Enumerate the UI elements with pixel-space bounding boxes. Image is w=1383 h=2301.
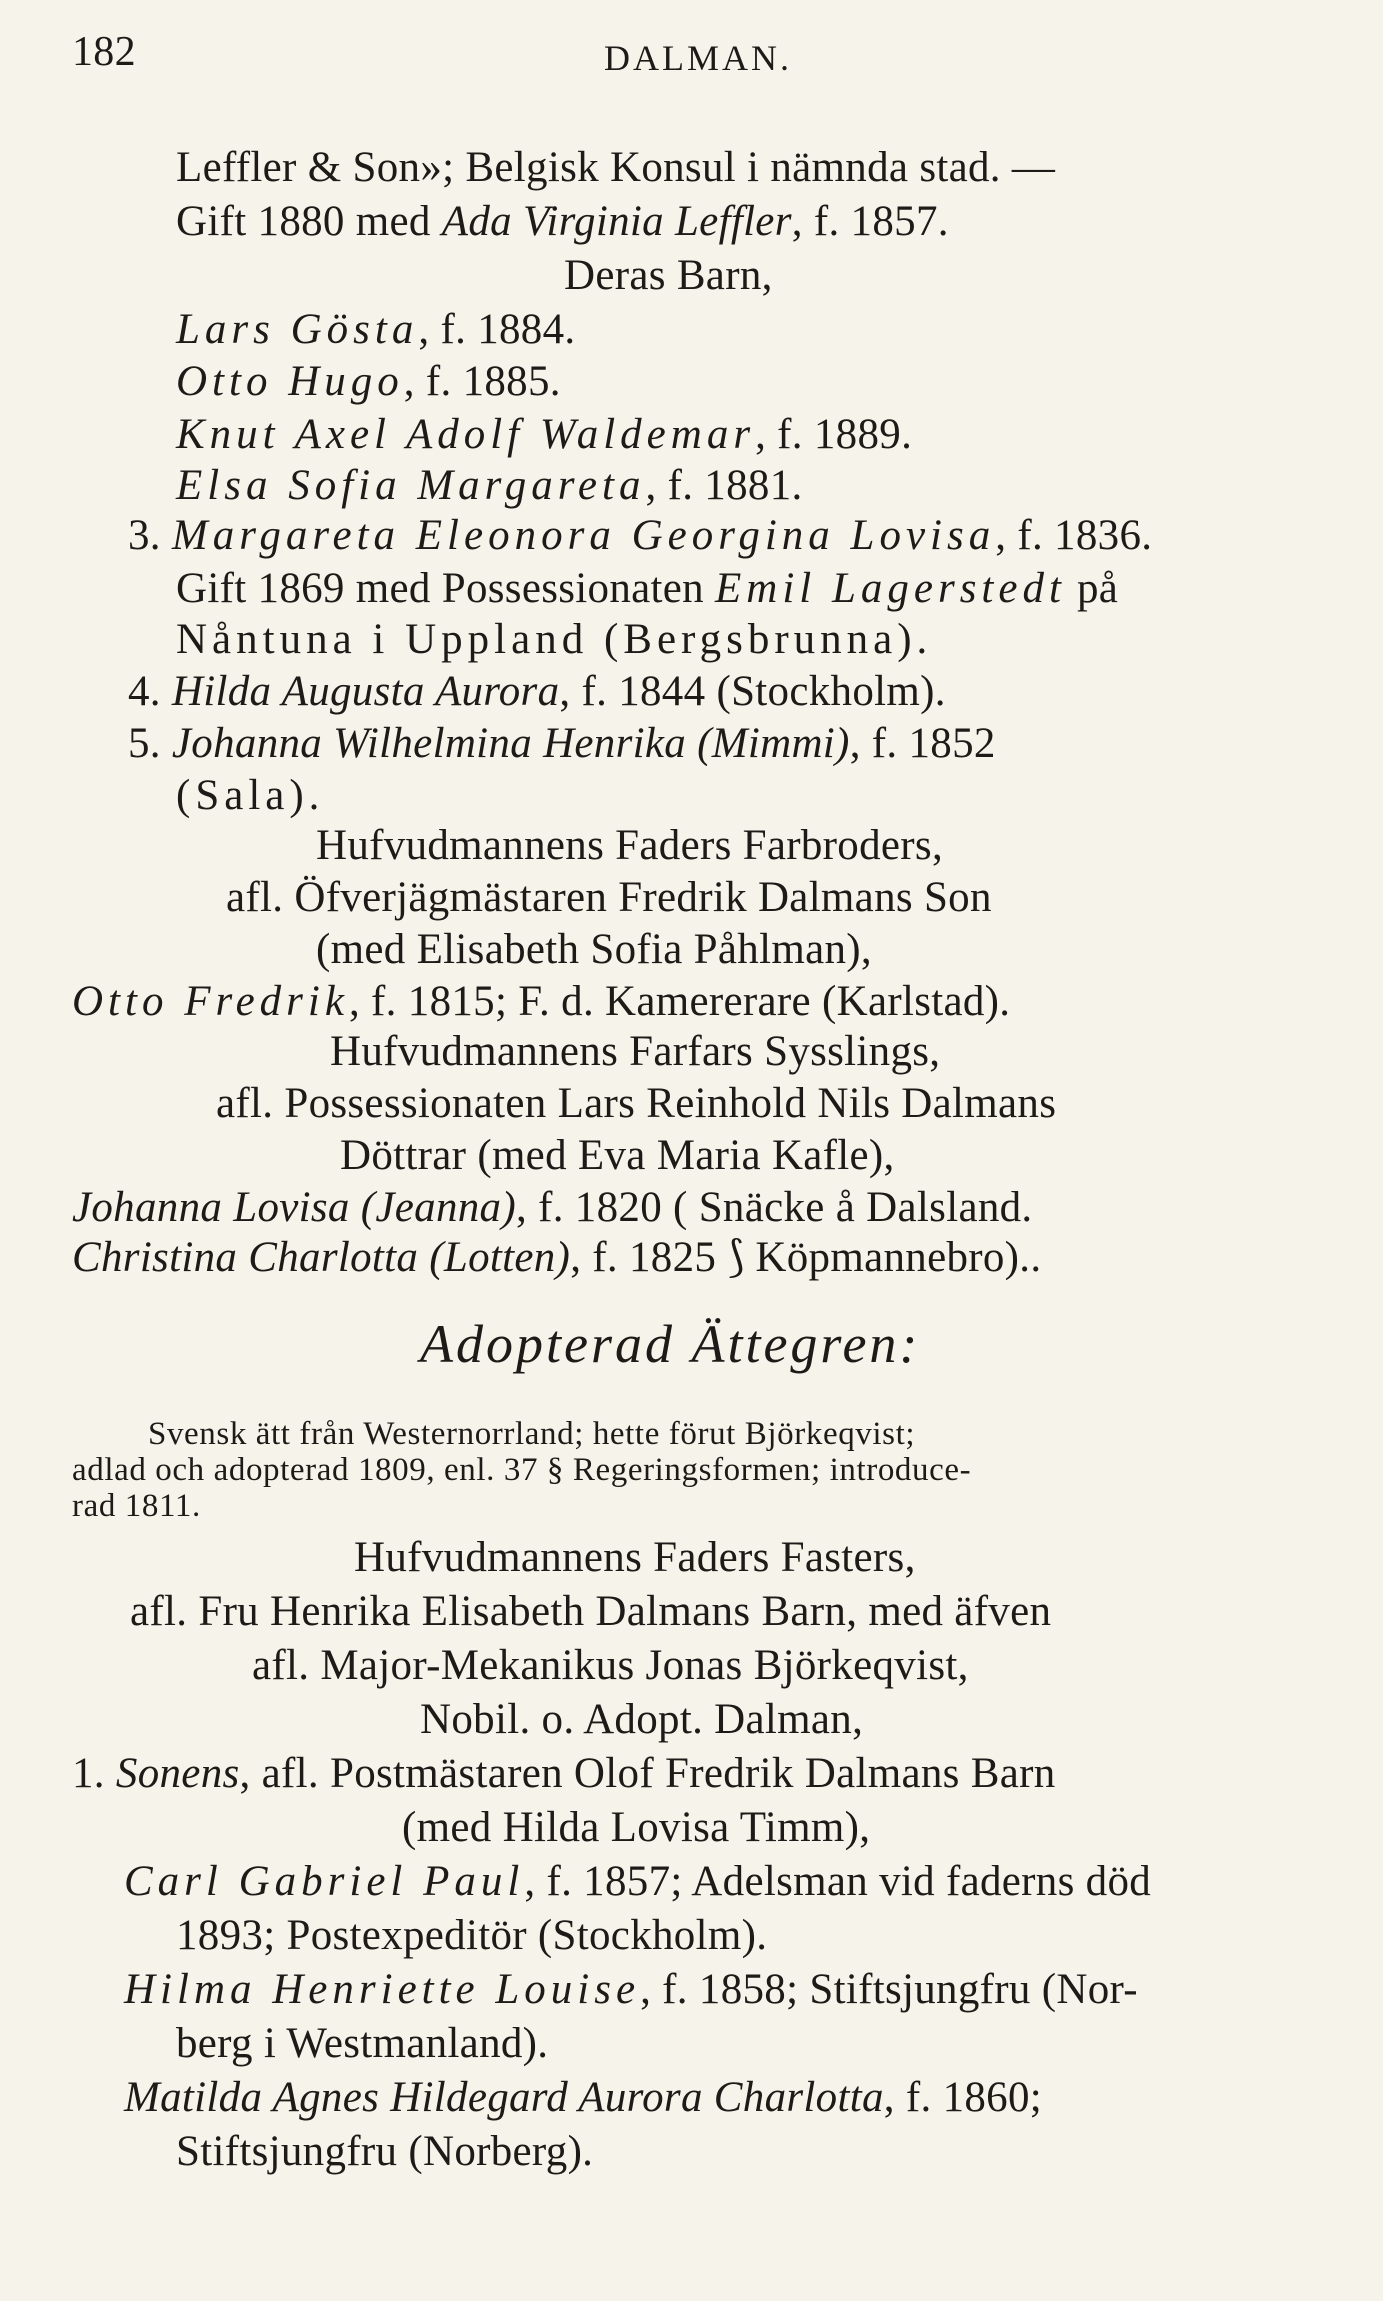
subheading-line: Deras Barn, [564, 252, 773, 299]
person-name: Emil Lagerstedt [715, 565, 1066, 612]
paragraph-line: adlad och adopterad 1809, enl. 37 § Regeringsformen; introduce- [72, 1452, 972, 1488]
person-name: Lars Gösta [176, 306, 419, 353]
text-line: Stiftsjungfru (Norberg). [176, 2128, 594, 2175]
running-head: DALMAN. [604, 38, 792, 78]
text-line: Johanna Lovisa (Jeanna), f. 1820 ( Snäcke å Dalsland. [72, 1184, 1033, 1231]
text-line: Nobil. o. Adopt. Dalman, [420, 1696, 864, 1743]
text-line: 1. Sonens, afl. Postmästaren Olof Fredrik Dalmans Barn [72, 1750, 1056, 1797]
text-line: 1893; Postexpeditör (Stockholm). [176, 1912, 768, 1959]
text-line: Gift 1880 med Ada Virginia Leffler, f. 1857. [176, 198, 949, 245]
page-number: 182 [72, 29, 136, 75]
text-line: afl. Fru Henrika Elisabeth Dalmans Barn, med äfven [130, 1588, 1052, 1635]
text-line: Gift 1869 med Possessionaten Emil Lagerstedt på [176, 565, 1119, 612]
text-line: Lars Gösta, f. 1884. [176, 306, 576, 353]
person-name: Christina Charlotta (Lotten) [72, 1234, 571, 1281]
paragraph-line: rad 1811. [72, 1488, 201, 1524]
person-name: Matilda Agnes Hildegard Aurora Charlotta [124, 2074, 884, 2121]
text-line: (med Hilda Lovisa Timm), [402, 1804, 871, 1851]
paragraph-line: Svensk ätt från Westernorrland; hette förut Björkeqvist; [148, 1416, 916, 1452]
person-name: Sonens [115, 1750, 240, 1797]
text-line: Otto Fredrik, f. 1815; F. d. Kamererare (Karlstad). [72, 978, 1011, 1025]
subheading-line: Hufvudmannens Faders Farbroders, [316, 822, 943, 869]
text-line: Matilda Agnes Hildegard Aurora Charlotta, f. 1860; [124, 2074, 1043, 2121]
person-name: Carl Gabriel Paul [124, 1858, 525, 1905]
person-name: Knut Axel Adolf Waldemar [176, 411, 756, 458]
person-name: Elsa Sofia Margareta [176, 462, 646, 509]
text-line: (med Elisabeth Sofia Påhlman), [316, 926, 872, 973]
text-line: afl. Major-Mekanikus Jonas Björkeqvist, [252, 1642, 969, 1689]
text-line: Otto Hugo, f. 1885. [176, 358, 561, 405]
text-line: (Sala). [176, 772, 325, 819]
text-line: Elsa Sofia Margareta, f. 1881. [176, 462, 803, 509]
person-name: Johanna Wilhelmina Henrika (Mimmi) [171, 720, 850, 767]
section-heading: Adopterad Ättegren: [420, 1314, 921, 1374]
person-name: Johanna Lovisa (Jeanna) [72, 1184, 516, 1231]
text-line: Döttrar (med Eva Maria Kafle), [340, 1132, 895, 1179]
person-name: Otto Hugo [176, 358, 404, 405]
subheading-line: Hufvudmannens Farfars Sysslings, [330, 1028, 941, 1075]
text-line: Nåntuna i Uppland (Bergsbrunna). [176, 616, 933, 663]
subheading-line: Hufvudmannens Faders Fasters, [354, 1534, 916, 1581]
person-name: Ada Virginia Leffler [441, 198, 792, 245]
text-line: Hilma Henriette Louise, f. 1858; Stiftsjungfru (Nor- [124, 1966, 1138, 2013]
text-line: Leffler & Son»; Belgisk Konsul i nämnda stad. — [176, 144, 1056, 191]
person-name: Hilda Augusta Aurora [171, 668, 560, 715]
person-name: Otto Fredrik [72, 978, 349, 1025]
person-name: Hilma Henriette Louise [124, 1966, 641, 2013]
text-line: 3. Margareta Eleonora Georgina Lovisa, f. 1836. [128, 512, 1153, 559]
text-line: 4. Hilda Augusta Aurora, f. 1844 (Stockholm). [128, 668, 946, 715]
text-line: afl. Öfverjägmästaren Fredrik Dalmans Son [226, 874, 992, 921]
text-line: berg i Westmanland). [176, 2020, 549, 2067]
text-line: Knut Axel Adolf Waldemar, f. 1889. [176, 411, 913, 458]
text-line: Christina Charlotta (Lotten), f. 1825 ⟆ Köpmannebro).. [72, 1234, 1042, 1281]
text-line: afl. Possessionaten Lars Reinhold Nils Dalmans [216, 1080, 1057, 1127]
text-line: 5. Johanna Wilhelmina Henrika (Mimmi), f. 1852 [128, 720, 996, 767]
person-name: Margareta Eleonora Georgina Lovisa [171, 512, 996, 559]
text-line: Carl Gabriel Paul, f. 1857; Adelsman vid faderns död [124, 1858, 1152, 1905]
